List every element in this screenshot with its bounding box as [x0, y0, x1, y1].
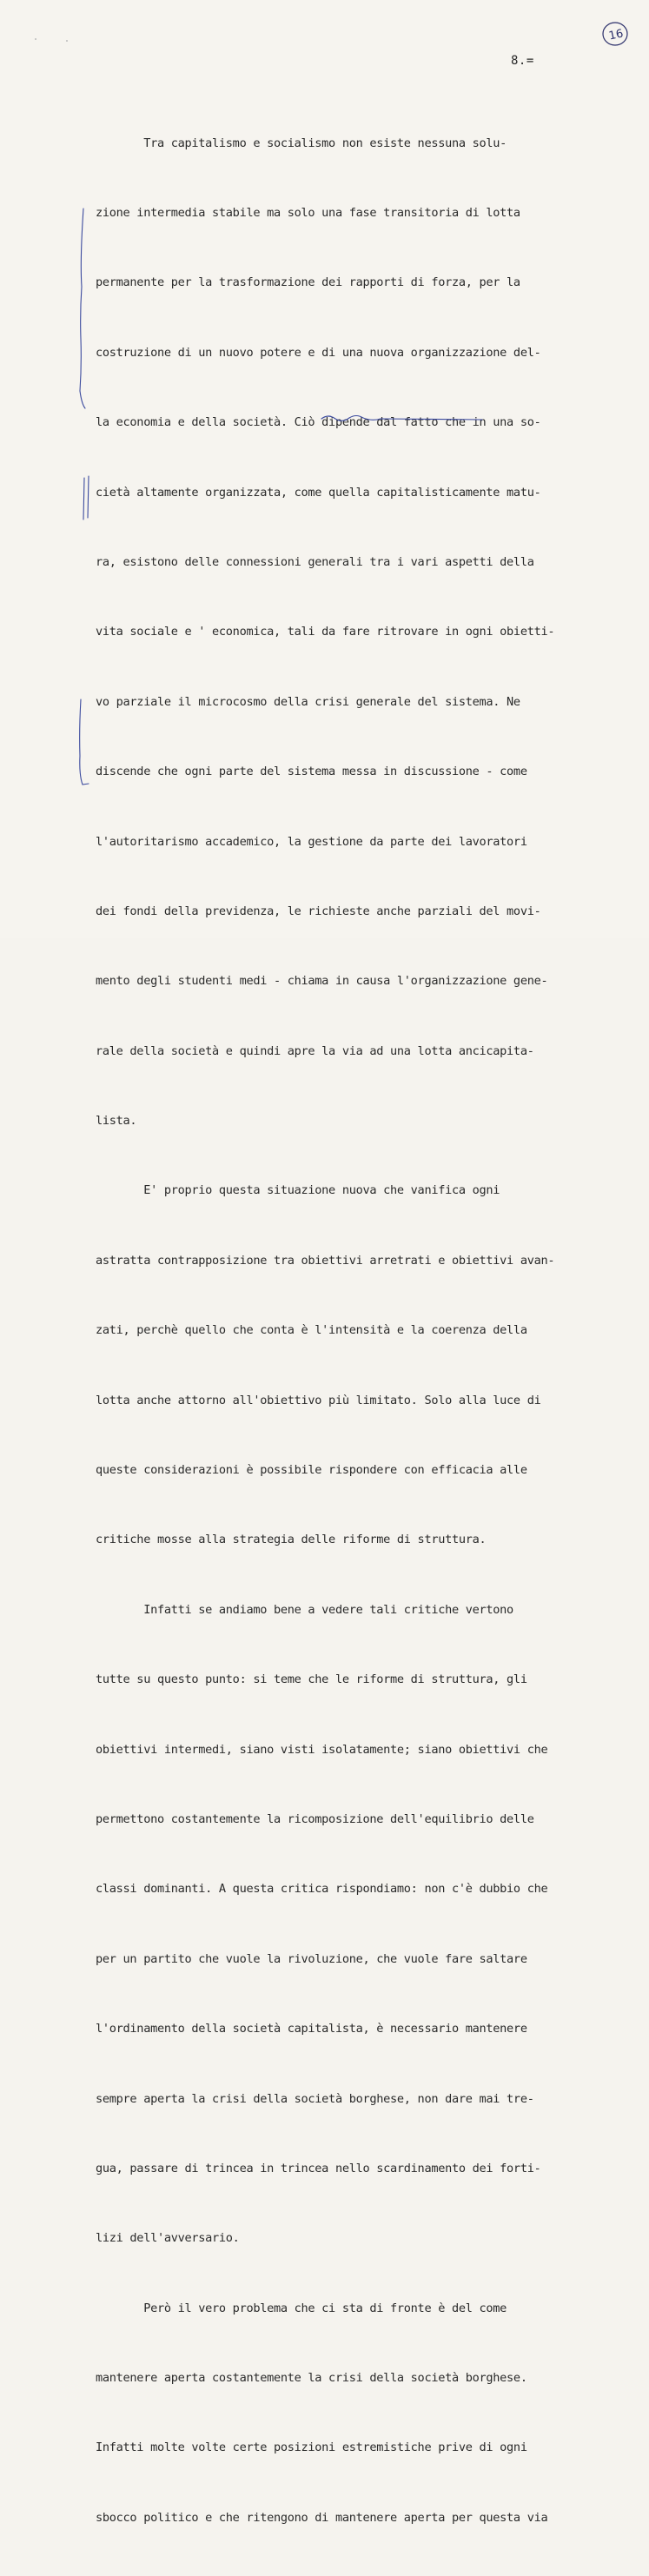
text-line: Infatti molte volte certe posizioni estremistiche prive di ogni: [96, 2440, 527, 2455]
text-line: gua, passare di trincea in trincea nello scardinamento dei forti-: [96, 2161, 541, 2175]
text-line: sempre aperta la crisi della società borghese, non dare mai tre-: [96, 2091, 534, 2106]
text-line: classi dominanti. A questa critica rispondiamo: non c'è dubbio che: [96, 1882, 548, 1897]
annotation-number: 16: [607, 26, 625, 43]
scan-speck: [66, 40, 68, 42]
page-number: 8.=: [511, 54, 534, 68]
text-line: obiettivi intermedi, siano visti isolatamente; siano obiettivi che: [96, 1742, 548, 1757]
text-line: rale della società e quindi apre la via ad una lotta ancicapita-: [96, 1043, 534, 1058]
margin-line-2: [83, 478, 84, 520]
text-line: tutte su questo punto: si teme che le riforme di struttura, gli: [96, 1672, 527, 1687]
text-line: Però il vero problema che ci sta di fronte è del come: [96, 2301, 507, 2315]
text-line: astratta contrapposizione tra obiettivi arretrati e obiettivi avan-: [96, 1253, 555, 1268]
text-line: lotta anche attorno all'obiettivo più limitato. Solo alla luce di: [96, 1393, 541, 1407]
text-line: ra, esistono delle connessioni generali tra i vari aspetti della: [96, 554, 534, 569]
text-line: cietà altamente organizzata, come quella capitalisticamente matu-: [96, 485, 541, 500]
margin-line-1: [80, 209, 85, 408]
text-line: sbocco politico e che ritengono di mantenere aperta per questa via: [96, 2510, 548, 2525]
text-line: lizi dell'avversario.: [96, 2231, 240, 2246]
text-line: mento degli studenti medi - chiama in causa l'organizzazione gene-: [96, 974, 548, 989]
text-line: per un partito che vuole la rivoluzione, che vuole fare saltare: [96, 1951, 527, 1966]
text-line: l'ordinamento della società capitalista, è necessario mantenere: [96, 2022, 527, 2036]
text-line: queste considerazioni è possibile rispondere con efficacia alle: [96, 1463, 527, 1478]
text-line: zati, perchè quello che conta è l'intensità e la coerenza della: [96, 1323, 527, 1338]
text-line: E' proprio questa situazione nuova che vanifica ogni: [96, 1183, 500, 1198]
margin-line-3: [88, 476, 89, 518]
text-line: Tra capitalismo e socialismo non esiste nessuna solu-: [96, 136, 507, 150]
text-line: Infatti se andiamo bene a vedere tali critiche vertono: [96, 1602, 513, 1617]
text-line: costruzione di un nuovo potere e di una nuova organizzazione del-: [96, 345, 541, 360]
text-line: permettono costantemente la ricomposizione dell'equilibrio delle: [96, 1811, 534, 1826]
margin-line-4: [80, 699, 89, 785]
text-line: vita sociale e ' economica, tali da fare ritrovare in ogni obietti-: [96, 625, 555, 639]
scan-speck: [35, 38, 36, 40]
body-text: [96, 85, 617, 2576]
text-line: vo parziale il microcosmo della crisi generale del sistema. Ne: [96, 694, 520, 709]
text-line: l'autoritarismo accademico, la gestione da parte dei lavoratori: [96, 834, 527, 849]
text-line: dei fondi della previdenza, le richieste anche parziali del movi-: [96, 904, 541, 918]
text-line: permanente per la trasformazione dei rapporti di forza, per la: [96, 275, 520, 290]
text-line: la economia e della società. Ciò dipende dal fatto che in una so-: [96, 415, 541, 430]
text-line: discende che ogni parte del sistema messa in discussione - come: [96, 765, 527, 779]
text-line: mantenere aperta costantemente la crisi della società borghese.: [96, 2371, 527, 2386]
text-line: zione intermedia stabile ma solo una fase transitoria di lotta: [96, 205, 520, 220]
text-line: lista.: [96, 1114, 137, 1129]
text-line: critiche mosse alla strategia delle riforme di struttura.: [96, 1533, 487, 1547]
